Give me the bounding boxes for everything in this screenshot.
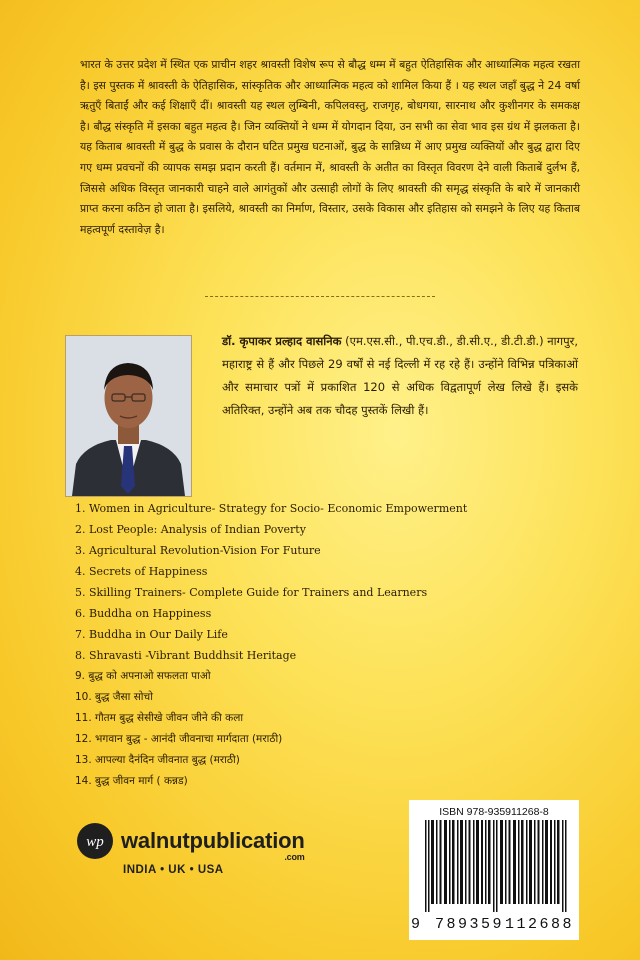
logo-letters: wp bbox=[86, 834, 104, 850]
author-photo bbox=[65, 335, 192, 497]
walnut-logo-icon bbox=[77, 823, 113, 859]
publisher-regions: INDIA • UK • USA bbox=[123, 864, 224, 876]
author-bio bbox=[222, 330, 578, 422]
book-list-item: 4. Secrets of Happiness bbox=[75, 565, 208, 578]
barcode-lead-digit: 9 bbox=[411, 916, 421, 933]
publisher-name-text: walnutpublication bbox=[121, 828, 305, 853]
book-list-item: 7. Buddha in Our Daily Life bbox=[75, 628, 228, 641]
author-bio-text: (एम.एस.सी., पी.एच.डी., डी.सी.ए., डी.टी.डी.) नागपुर, महाराष्ट्र से हैं और पिछले 29 वर्षों से नई दिल्ली में रह रहे हैं। उन्होंने विभिन्न पत्रिकाओं और समाचार पत्रों में प्रकाशित 120 से अधिक विद्वतापूर्ण लेख लिखे हैं। इसके अतिरिक्त, उन्होंने अब तक चौदह पुस्तकें लिखी हैं। bbox=[222, 334, 579, 417]
back-cover-blurb: भारत के उत्तर प्रदेश में स्थित एक प्राचीन शहर श्रावस्ती विशेष रूप से बौद्ध धम्म में बहुत ऐतिहासिक और आध्यात्मिक महत्व रखता है। इस पुस्तक में श्रावस्ती के ऐतिहासिक, सांस्कृतिक और आध्यात्मिक महत्व को शामिल किया हैं । यह स्थल जहाँ बुद्ध ने 24 वर्षा ऋतुएँ बिताईं और कई शिक्षाएँ दीं। श्रावस्ती यह स्थल लुम्बिनी, कपिलवस्तु, राजगृह, बोधगया, सारनाथ और कुशीनगर के समकक्ष है। बौद्ध संस्कृति में इसका बहुत महत्व है। जिन व्यक्तियों ने धम्म में योगदान दिया, उन सभी का सेवा भाव इस ग्रंथ में झलकता है। यह किताब श्रावस्ती में बुद्ध के प्रवास के दौरान घटित प्रमुख घटनाओं, बुद्ध के सान्निध्य में आए प्रमुख व्यक्तियों और बुद्ध द्वारा दिए गए धम्म प्रवचनों की व्यापक समझ प्रदान करती हैं। वर्तमान में, श्रावस्ती के अतीत का विस्तृत विवरण देने वाली किताबें दुर्लभ हैं, जिससे अधिक विस्तृत जानकारी चाहने वाले आगंतुकों और उत्साही लोगों के लिए श्रावस्ती की समृद्ध संस्कृति के बारे में जानकारी प्राप्त करना कठिन हो जाता है। इसलिये, श्रावस्ती का निर्माण, विस्तार, उसके विकास और इतिहास को समझने के लिए यह किताब महत्वपूर्ण दस्तावेज़ है। bbox=[80, 58, 580, 236]
book-list-item: 6. Buddha on Happiness bbox=[75, 607, 212, 620]
publisher-domain: .com bbox=[284, 852, 305, 862]
book-list-item: 8. Shravasti -Vibrant Buddhsit Heritage bbox=[75, 649, 297, 662]
book-list-item: 5. Skilling Trainers- Complete Guide for Trainers and Learners bbox=[75, 586, 428, 599]
publisher-name bbox=[121, 828, 305, 862]
book-list-item: 2. Lost People: Analysis of Indian Poverty bbox=[75, 523, 306, 536]
barcode-bars bbox=[421, 820, 571, 912]
section-divider bbox=[205, 296, 435, 297]
book-list-item: 12. भगवान बुद्ध - आनंदी जीवनाचा मार्गदाता (मराठी) bbox=[75, 733, 283, 745]
book-list-item: 10. बुद्ध जैसा सोचो bbox=[75, 691, 153, 703]
book-list-item: 1. Women in Agriculture- Strategy for Socio- Economic Empowerment bbox=[75, 502, 468, 515]
author-name: डॉ. कृपाकर प्रल्हाद वासनिक bbox=[222, 334, 342, 348]
isbn-barcode bbox=[409, 800, 579, 940]
book-list-item: 14. बुद्ध जीवन मार्ग ( कन्नड) bbox=[75, 775, 188, 787]
book-list bbox=[75, 498, 467, 792]
book-list-item: 13. आपल्या दैनंदिन जीवनात बुद्ध (मराठी) bbox=[75, 754, 240, 766]
book-list-item: 3. Agricultural Revolution-Vision For Future bbox=[75, 544, 321, 557]
isbn-label: ISBN 978-935911268-8 bbox=[439, 806, 549, 818]
barcode-group-2: 112688 bbox=[505, 916, 575, 933]
publisher-logo bbox=[77, 823, 305, 862]
barcode-group-1: 789359 bbox=[435, 916, 505, 933]
book-list-item: 11. गौतम बुद्ध सेसीखे जीवन जीने की कला bbox=[75, 712, 244, 724]
book-list-item: 9. बुद्ध को अपनाओ सफलता पाओ bbox=[75, 670, 211, 682]
